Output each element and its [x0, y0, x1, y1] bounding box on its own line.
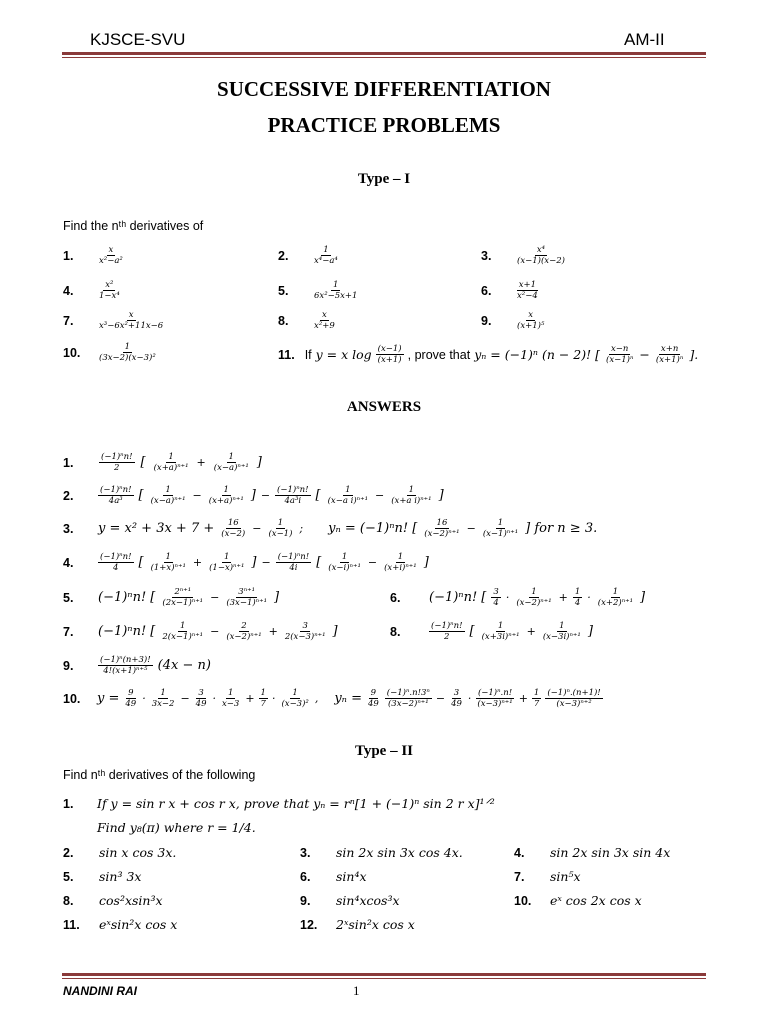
answer-6: 6. (−1)ⁿn! [ $\frac{3}{4}$ · $\frac{1}{\text{(x−2)ⁿ⁺¹}}$ + $\frac{1}{4}$ · $\frac{1}{\text{(x+2)ⁿ⁺¹}}$ ]: [390, 587, 646, 608]
problem-number: 2.: [63, 845, 74, 860]
type2-problem: [63, 869, 141, 884]
footer-author: NANDINI RAI: [63, 984, 137, 998]
type1-intro: Find the nᵗʰ derivatives of: [63, 219, 204, 233]
type2-intro: Find nᵗʰ derivatives of the following: [63, 768, 256, 782]
type2-problem: [300, 893, 400, 908]
problem-number: 3.: [481, 248, 492, 263]
problem-number: 9.: [300, 893, 311, 908]
header-rule: [62, 52, 706, 55]
problem-number: 5.: [278, 283, 289, 298]
problem-expression: eˣsin²x cos x: [99, 917, 178, 932]
problem-expression: sin⁴x: [336, 869, 367, 884]
type1-problem: [278, 280, 359, 301]
problem-expression: sin x cos 3x.: [99, 845, 177, 860]
problem-expression: sin⁵x: [550, 869, 581, 884]
type2-problem: [63, 917, 177, 932]
header-right: AM-II: [624, 30, 665, 49]
footer-rule-thin: [62, 978, 706, 979]
type2-problem: [514, 893, 642, 908]
problem-number: 2.: [278, 248, 289, 263]
type1-problem: [63, 280, 122, 301]
problem-expression: 2ˣsin²x cos x: [336, 917, 415, 932]
problem-number: 4.: [514, 845, 525, 860]
answers-heading: ANSWERS: [346, 399, 422, 415]
fraction: $\frac{1}{\text{6x²−5x+1}}$: [314, 280, 358, 301]
header-left: KJSCE-SVU: [90, 30, 186, 49]
problem-number: 12.: [300, 917, 318, 932]
page-subtitle: PRACTICE PROBLEMS: [267, 113, 501, 137]
answer-4: 4. $\frac{\text{(−1)ⁿn!}}{4}$ [ $\frac{1}{\text{(1+x)ⁿ⁺¹}}$ + $\frac{1}{\text{(1−x)ⁿ⁺¹}}$ ] − $\frac{\text{(−1)ⁿn!}}{4i}$ [ $\frac{1}{\text{(x−i)ⁿ⁺¹}}$ − $\frac{1}{\text{(x+i)ⁿ⁺¹}}$ ]: [63, 552, 429, 573]
problem-number: 5.: [63, 869, 74, 884]
answer-9: 9. $\frac{\text{(−1)ⁿ(n+3)!}}{\text{4!(x+1)ⁿ⁺⁵}}$ (4x − n): [63, 655, 211, 676]
fraction: $\frac{1}{\text{(3x−2)(x−3)²}}$: [99, 342, 156, 363]
type1-problem: [63, 342, 158, 363]
page-title: SUCCESSIVE DIFFERENTIATION: [217, 77, 551, 101]
type2-heading: Type – II: [354, 743, 414, 759]
header-rule-thin: [62, 57, 706, 58]
problem-expression: sin 2x sin 3x cos 4x.: [336, 845, 463, 860]
problem-number: 11.: [278, 347, 295, 362]
answer-2: 2. $\frac{\text{(−1)ⁿn!}}{\text{4a³}}$ [ $\frac{1}{\text{(x−a)ⁿ⁺¹}}$ − $\frac{1}{\text{(x+a)ⁿ⁺¹}}$ ] − $\frac{\text{(−1)ⁿn!}}{\text{4a³i}}$ [ $\frac{1}{\text{(x−a i)ⁿ⁺¹}}$ − $\frac{1}{\text{(x+a i)ⁿ⁺¹}}$ ]: [63, 485, 444, 506]
type2-problem: [63, 893, 163, 908]
fraction: $\frac{1}{\text{x⁴−a⁴}}$: [314, 245, 338, 266]
type2-problem: [514, 845, 670, 860]
type1-problem: [63, 245, 125, 266]
fraction: $\frac{x}{\text{x²−a²}}$: [99, 245, 123, 266]
type1-problem: [481, 280, 540, 301]
type1-problem: [481, 310, 546, 331]
type2-problem: [63, 845, 176, 860]
answer-7: 7. (−1)ⁿn! [ $\frac{1}{\text{2(x−1)ⁿ⁺¹}}$ − $\frac{2}{\text{(x−2)ⁿ⁺¹}}$ + $\frac{3}{\text{2(x−3)ⁿ⁺¹}}$ ]: [63, 621, 338, 642]
problem-number: 9.: [481, 313, 492, 328]
fraction: $\frac{x-n}{\text{(x−1)ⁿ}}$: [606, 344, 634, 365]
type1-heading: Type – I: [357, 171, 411, 187]
page-number: 1: [353, 983, 360, 998]
fraction: $\frac{(x-1)}{(x+1)}$: [377, 344, 402, 365]
problem-number: 8.: [278, 313, 289, 328]
problem-number: 3.: [300, 845, 311, 860]
problem-number: 8.: [63, 893, 74, 908]
type2-problem: [300, 845, 463, 860]
fraction: $\frac{\text{x²}}{\text{1−x⁴}}$: [99, 280, 120, 301]
answer-8: 8. $\frac{\text{(−1)ⁿn!}}{2}$ [ $\frac{1}{\text{(x+3i)ⁿ⁺¹}}$ + $\frac{1}{\text{(x−3i)ⁿ⁺¹}}$ ]: [390, 621, 593, 642]
fraction: $\frac{x}{\text{x²+9}}$: [314, 310, 335, 331]
problem-number: 7.: [63, 313, 74, 328]
type1-problem: [481, 245, 567, 266]
problem-expression: cos²xsin³x: [99, 893, 163, 908]
answer-1: 1. $\frac{\text{(−1)ⁿn!}}{2}$ [ $\frac{1}{\text{(x+a)ⁿ⁺¹}}$ + $\frac{1}{\text{(x−a)ⁿ⁺¹}}$ ]: [63, 452, 262, 473]
problem-number: 6.: [481, 283, 492, 298]
problem-expression: eˣ cos 2x cos x: [550, 893, 642, 908]
type2-problem-1: 1. If y = sin r x + cos r x, prove that yₙ = rⁿ[1 + (−1)ⁿ sin 2 r x]¹ᐟ²: [63, 796, 495, 811]
problem-number: 7.: [514, 869, 525, 884]
fraction: $\frac{\text{x⁴}}{(x-1)(x-2)}$: [517, 245, 565, 266]
type2-problem-1-sub: Find y₈(π) where r = 1/4.: [97, 820, 256, 835]
problem-number: 1.: [63, 248, 74, 263]
answer-3: 3. y = x² + 3x + 7 + $\frac{16}{(x-2)}$ − $\frac{1}{(x-1)}$ ; yₙ = (−1)ⁿn! [ $\frac{16}{\text{(x−2)ⁿ⁺¹}}$ − $\frac{1}{\text{(x−1)ⁿ⁺¹}}$ ] for n ≥ 3.: [63, 518, 598, 539]
problem-number: 6.: [300, 869, 311, 884]
fraction: $\frac{x}{\text{x³−6x²+11x−6}}$: [99, 310, 164, 331]
type1-problem-11: 11. If y = x log $\frac{(x-1)}{(x+1)}$ , prove that yₙ = (−1)ⁿ (n − 2)! [ $\frac{x-n}{\text{(x−1)ⁿ}}$ − $\frac{x+n}{\text{(x+1)ⁿ}}$ ].: [278, 344, 699, 365]
fraction: $\frac{x}{\text{(x+1)⁵}}$: [517, 310, 545, 331]
answer-10: 10. y = $\frac{9}{49}$ · $\frac{1}{3x-2}$ − $\frac{3}{49}$ · $\frac{1}{x-3}$ + $\frac{1}{7}$ · $\frac{1}{\text{(x−3)²}}$ , yₙ = $\frac{9}{49}$ $\frac{\text{(−1)ⁿ.n!3ⁿ}}{\text{(3x−2)ⁿ⁺¹}}$ − $\frac{3}{49}$ · $\frac{\text{(−1)ⁿ.n!}}{\text{(x−3)ⁿ⁺¹}}$ + $\frac{1}{7}$ $\frac{\text{(−1)ⁿ.(n+1)!}}{\text{(x−3)ⁿ⁺²}}$: [63, 688, 601, 709]
type1-problem: [278, 245, 340, 266]
problem-expression: sin 2x sin 3x sin 4x: [550, 845, 671, 860]
problem-expression: sin³ 3x: [99, 869, 142, 884]
problem-number: 11.: [63, 917, 80, 932]
problem-number: 10.: [514, 893, 532, 908]
type2-problem: [514, 869, 581, 884]
answer-5: 5. (−1)ⁿn! [ $\frac{\text{2ⁿ⁺¹}}{\text{(2x−1)ⁿ⁺¹}}$ − $\frac{\text{3ⁿ⁺¹}}{\text{(3x−1)ⁿ⁺¹}}$ ]: [63, 587, 280, 608]
type2-problem: [300, 917, 415, 932]
fraction: $\frac{x+n}{\text{(x+1)ⁿ}}$: [655, 344, 684, 365]
type1-problem: [278, 310, 337, 331]
footer-rule: [62, 973, 706, 976]
problem-number: 10.: [63, 345, 81, 360]
problem-expression: sin⁴xcos³x: [336, 893, 400, 908]
type1-problem: [63, 310, 165, 331]
type2-problem: [300, 869, 367, 884]
fraction: $\frac{x+1}{\text{x²−4}}$: [517, 280, 538, 301]
problem-number: 4.: [63, 283, 74, 298]
